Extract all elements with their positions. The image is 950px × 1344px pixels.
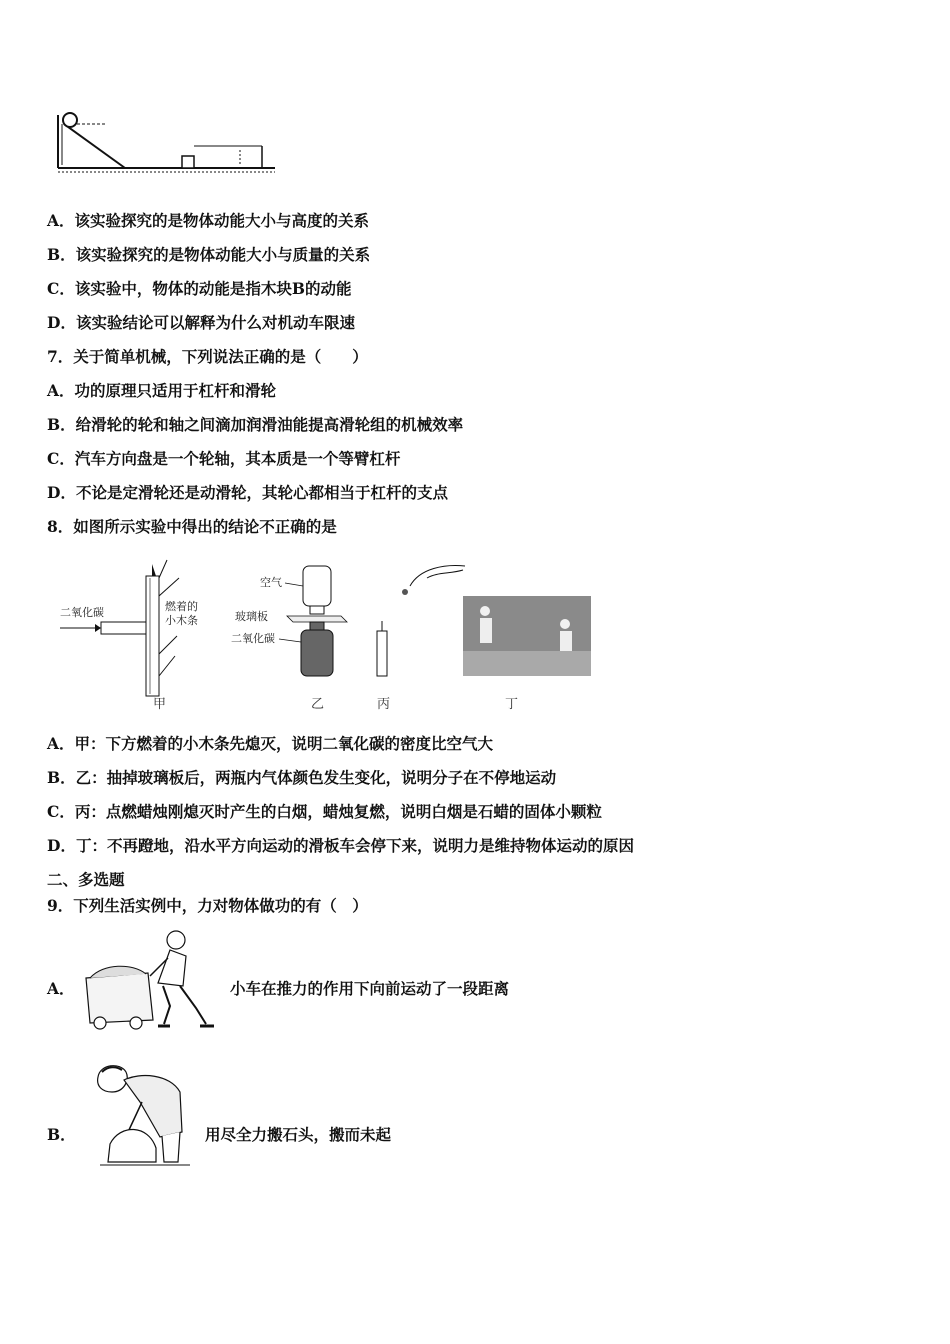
q9-option-a-text[interactable]: 小车在推力的作用下向前运动了一段距离	[230, 979, 510, 998]
q8-option-d[interactable]: D．丁：不再蹬地，沿水平方向运动的滑板车会停下来，说明力是维持物体运动的原因	[47, 836, 634, 855]
q9-stem: 9．下列生活实例中，力对物体做功的有（ ）	[47, 896, 368, 915]
q8-option-a[interactable]: A．甲：下方燃着的小木条先熄灭，说明二氧化碳的密度比空气大	[47, 734, 494, 753]
q9-option-b-text[interactable]: 用尽全力搬石头，搬而未起	[205, 1125, 392, 1144]
jia-stick-label-2: 小木条	[165, 614, 198, 627]
experiment-bing	[377, 566, 465, 712]
q9-option-a-letter: A．	[47, 979, 75, 998]
caption-ding: 丁	[505, 697, 519, 712]
q7-option-a[interactable]: A．功的原理只适用于杠杆和滑轮	[47, 381, 277, 400]
lifting-stone-illustration	[80, 1062, 200, 1174]
yi-air-label: 空气	[260, 576, 282, 589]
q7-option-d[interactable]: D．不论是定滑轮还是动滑轮，其轮心都相当于杠杆的支点	[47, 483, 448, 502]
section-title-multiple-choice: 二、多选题	[47, 870, 125, 889]
q8-experiments-figure	[55, 556, 600, 716]
q8-stem: 8．如图所示实验中得出的结论不正确的是	[47, 517, 337, 536]
pushing-cart-illustration	[78, 928, 223, 1033]
q6-option-d[interactable]: D．该实验结论可以解释为什么对机动车限速	[47, 313, 355, 332]
ramp-experiment-figure	[50, 110, 280, 175]
q7-option-b[interactable]: B．给滑轮的轮和轴之间滴加润滑油能提高滑轮组的机械效率	[47, 415, 464, 434]
q9-option-b-letter: B．	[47, 1125, 76, 1144]
jia-stick-label-1: 燃着的	[165, 600, 198, 613]
caption-yi: 乙	[311, 697, 325, 712]
jia-co2-label: 二氧化碳	[60, 606, 104, 619]
q6-option-a[interactable]: A．该实验探究的是物体动能大小与高度的关系	[47, 211, 370, 230]
experiment-yi	[231, 566, 347, 712]
q7-stem: 7．关于简单机械，下列说法正确的是（ ）	[47, 347, 368, 366]
caption-bing: 丙	[377, 697, 391, 712]
caption-jia: 甲	[153, 697, 167, 712]
yi-glass-label: 玻璃板	[235, 610, 268, 623]
q7-option-c[interactable]: C．汽车方向盘是一个轮轴，其本质是一个等臂杠杆	[47, 449, 401, 468]
q8-option-b[interactable]: B．乙：抽掉玻璃板后，两瓶内气体颜色发生变化，说明分子在不停地运动	[47, 768, 557, 787]
experiment-jia	[60, 560, 198, 712]
q6-option-c[interactable]: C．该实验中，物体的动能是指木块B的动能	[47, 279, 352, 298]
experiment-ding	[463, 596, 591, 712]
q8-option-c[interactable]: C．丙：点燃蜡烛刚熄灭时产生的白烟，蜡烛复燃，说明白烟是石蜡的固体小颗粒	[47, 802, 602, 821]
q6-option-b[interactable]: B．该实验探究的是物体动能大小与质量的关系	[47, 245, 371, 264]
yi-co2-label: 二氧化碳	[231, 632, 275, 645]
